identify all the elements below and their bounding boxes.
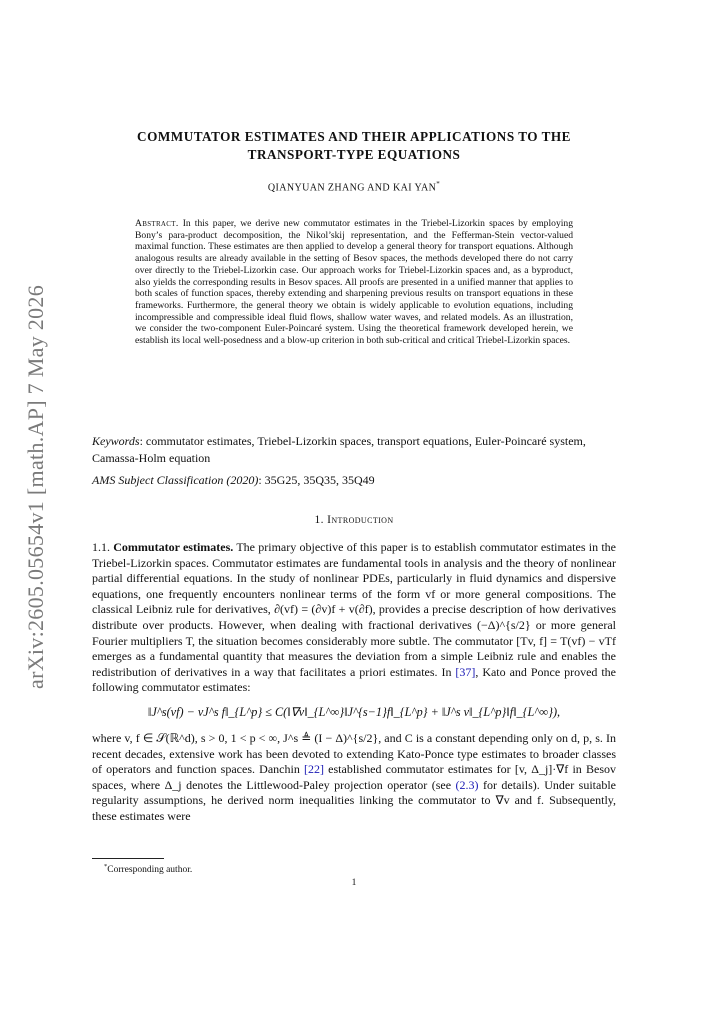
arxiv-watermark [20, 287, 52, 687]
subsection-number: 1.1. [92, 540, 110, 554]
kato-ponce-equation: ‖J^s(vf) − vJ^s f‖_{L^p} ≤ C(‖∇v‖_{L^∞}‖J^{s−1}f‖_{L^p} + ‖J^s v‖_{L^p}‖f‖_{L^∞}), [147, 705, 561, 719]
intro-paragraph-1 [92, 540, 616, 696]
paragraph-1-text-a: The primary objective of this paper is to establish commutator estimates in the Triebel-Lizorkin spaces. Commutator estimates are fundamental tools in analysis and the theory of nonlinear partial differential equations. In the study of nonlinear PDEs, particularly in fluid dynamics and dispersive equations, one frequently encounters nonlinear terms of the form vf or more general compositions. The classical Leibniz rule for derivatives, ∂(vf) = (∂v)f + v(∂f), provides a precise description of how derivatives distribute over products. However, when dealing with fractional derivatives (−Δ)^{s/2} or more general Fourier multipliers T, the situation becomes considerably more subtle. The commutator [Tv, f] = T(vf) − vTf emerges as a fundamental quantity that measures the deviation from a simple Leibniz rule and enables the redistribution of derivatives in a way that facilitates a priori estimates. In [92, 540, 617, 679]
author-line [92, 180, 616, 193]
abstract [135, 218, 573, 347]
page-number: 1 [351, 878, 357, 888]
footnote-rule [92, 858, 164, 859]
citation-link[interactable]: [37] [455, 664, 476, 679]
abstract-text: In this paper, we derive new commutator estimates in the Triebel-Lizorkin spaces by employing Bony’s para-product decomposition, the Nikol’skij representation, and the Fefferman-Stein vector-valued maximal function. These estimates are then applied to develop a general theory for transport equations. Although analogous results are already available in the setting of Besov spaces, the methods developed there do not carry over directly to the Triebel-Lizorkin case. Our approach works for Triebel-Lizorkin spaces and, as a byproduct, also yields the corresponding results in Besov spaces. All proofs are presented in a unified manner that applies to both scales of function spaces, thereby extending and sharpening previous results on transport equations in these frameworks. Furthermore, the general theory we obtain is widely applicable to evolution equations, including incompressible and compressible ideal fluid flows, shallow water waves, and related models. As an illustration, we consider the two-component Euler-Poincaré system. Using the theoretical framework developed herein, we establish its local well-posedness and a blow-up criterion in both sub-critical and critical Triebel-Lizorkin spaces. [135, 218, 573, 347]
ams-classification [92, 472, 632, 488]
paper-title: COMMUTATOR ESTIMATES AND THEIR APPLICATIONS TO THE TRANSPORT-TYPE EQUATIONS [137, 129, 571, 162]
footnote-text: Corresponding author. [107, 865, 193, 876]
author-names: QIANYUAN ZHANG AND KAI YAN [267, 182, 437, 194]
keywords-label: Keywords [92, 434, 140, 448]
subsection-title: Commutator estimates. [113, 540, 234, 554]
footnote-mark: * [104, 863, 108, 870]
keywords-text: : commutator estimates, Triebel-Lizorkin spaces, transport equations, Euler-Poincaré system, Camassa-Holm equation [92, 434, 586, 465]
ams-text: : 35G25, 35Q35, 35Q49 [258, 473, 375, 487]
paragraph-2-text-c: for details). Under suitable regularity assumptions, he derived norm inequalities linking the commutator to ∇v and f. Subsequently, these estimates were [92, 777, 617, 823]
equation-reference-link[interactable]: (2.3) [455, 777, 479, 792]
section-heading: 1. Introduction [314, 514, 394, 526]
paragraph-2-text-a: where v, f ∈ 𝒮(ℝ^d), s > 0, 1 < p < ∞, J^s ≜ (I − Δ)^{s/2}, and C is a constant depending only on d, p, s. In recent decades, extensive work has been devoted to extending Kato-Ponce type estimates to broader classes of operators and function spaces. Danchin [92, 731, 616, 777]
paragraph-1-text-b: , Kato and Ponce proved the following commutator estimates: [92, 664, 616, 695]
author-footnote-mark: * [436, 180, 441, 188]
keywords [92, 433, 632, 467]
paragraph-2-text-b: established commutator estimates for [v, Δ_j]·∇f in Besov spaces, where Δ_j denotes the Littlewood-Paley projection operator (see [92, 762, 616, 792]
abstract-heading: Abstract. [135, 218, 179, 229]
intro-paragraph-2 [92, 731, 616, 825]
ams-label: AMS Subject Classification (2020) [92, 473, 259, 487]
arxiv-id: arXiv:2605.05654v1 [math.AP] 7 May 2026 [23, 285, 48, 689]
citation-link[interactable]: [22] [304, 762, 324, 777]
footnote [104, 863, 192, 875]
